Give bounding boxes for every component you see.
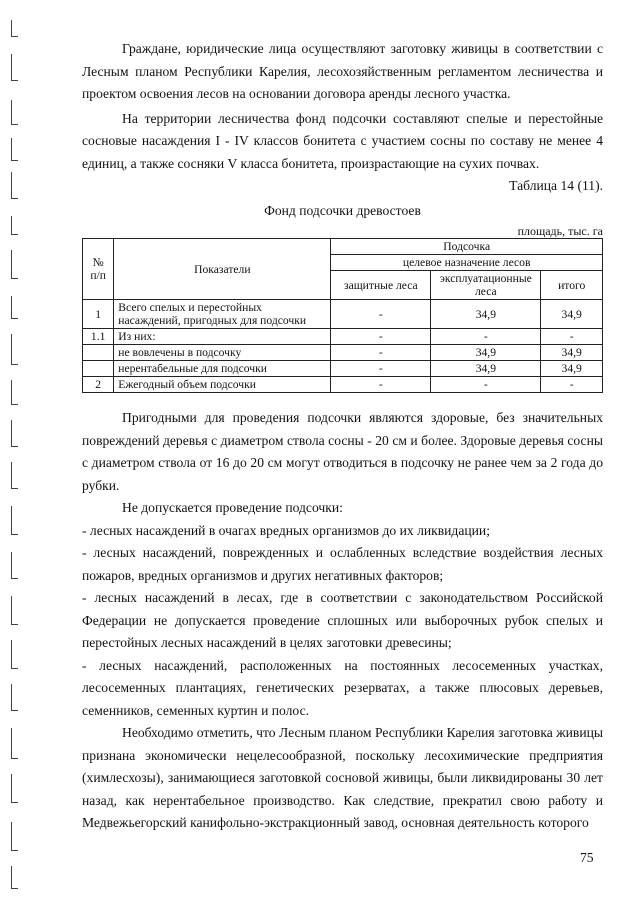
cell-indicator: Ежегодный объем подсочки	[114, 377, 331, 393]
cell-num: 2	[83, 377, 114, 393]
table-number: Таблица 14 (11).	[509, 178, 603, 193]
paragraph-resin-harvesting-basis: Граждане, юридические лица осуществляют заготовку живицы в соответствии с Лесным планом Республики Карелия, лесохозяйственным регламентом лесничества и проектом освоения лесов на основании договора аренды лесного участка.	[82, 41, 603, 101]
table-row	[83, 377, 603, 393]
header-indicator: Показатели	[114, 239, 331, 300]
cell-total: -	[541, 329, 603, 345]
cell-protective: -	[331, 377, 431, 393]
cell-num: 1	[83, 300, 114, 329]
binding-margin-marks	[0, 0, 20, 905]
header-col-total: итого	[541, 271, 603, 300]
cell-total: 34,9	[541, 300, 603, 329]
cell-protective: -	[331, 345, 431, 361]
header-subgroup: целевое назначение лесов	[331, 255, 603, 271]
paragraph-economic-note: Необходимо отметить, что Лесным планом Республики Карелия заготовка живицы признана экономически нецелесообразной, поскольку лесохимические предприятия (химлесхозы), занимающиеся заготовкой сосновой живицы, были ликвидированы 30 лет назад, как нерентабельное производство. Как следствие, прекратил свою работу и Медвежьегорский канифольно-экстракционный завод, основная деятельность которого	[82, 725, 603, 830]
table-row	[83, 300, 603, 329]
header-group: Подсочка	[331, 239, 603, 255]
table-row	[83, 361, 603, 377]
cell-total: -	[541, 377, 603, 393]
table-header-row	[83, 239, 603, 255]
paragraph-not-allowed-heading: Не допускается проведение подсочки:	[122, 500, 343, 515]
cell-protective: -	[331, 361, 431, 377]
cell-exploitation: -	[431, 377, 541, 393]
list-item: - лесных насаждений, расположенных на постоянных лесосеменных участках, лесосеменных плантациях, генетических резерватах, а также плюсовых деревьев, семенников, семенных куртин и полос.	[82, 657, 603, 718]
list-item: - лесных насаждений, поврежденных и ослабленных вследствие воздействия лесных пожаров, вредных организмов и других негативных факторов;	[82, 545, 603, 583]
cell-indicator: не вовлечены в подсочку	[114, 345, 331, 361]
cell-exploitation: 34,9	[431, 345, 541, 361]
header-col-exploitation: эксплуатационные леса	[431, 271, 541, 300]
table-row	[83, 345, 603, 361]
list-item: - лесных насаждений в лесах, где в соответствии с законодательством Российской Федерации не допускается проведение сплошных или выборочных рубок спелых и перестойных лесных насаждений в целях заготовки древесины;	[82, 590, 603, 650]
paragraph-suitable-trees: Пригодными для проведения подсочки являются здоровые, без значительных повреждений деревья с диаметром ствола сосны - 20 см и более. Здоровые деревья сосны с диаметром ствола от 16 до 20 см могут отводиться в подсочку не ранее чем за 2 года до рубки.	[82, 410, 603, 493]
list-item: - лесных насаждений в очагах вредных организмов до их ликвидации;	[82, 522, 490, 538]
table-unit: площадь, тыс. га	[517, 224, 603, 238]
cell-exploitation: 34,9	[431, 300, 541, 329]
cell-total: 34,9	[541, 345, 603, 361]
cell-indicator: Всего спелых и перестойных насаждений, пригодных для подсочки	[114, 300, 331, 329]
table-row	[83, 329, 603, 345]
cell-indicator: нерентабельные для подсочки	[114, 361, 331, 377]
cell-num	[83, 361, 114, 377]
cell-indicator: Из них:	[114, 329, 331, 345]
cell-exploitation: 34,9	[431, 361, 541, 377]
table-title: Фонд подсочки древостоев	[264, 202, 421, 218]
cell-protective: -	[331, 329, 431, 345]
cell-num: 1.1	[83, 329, 114, 345]
cell-total: 34,9	[541, 361, 603, 377]
page-number: 75	[580, 850, 594, 865]
cell-exploitation: -	[431, 329, 541, 345]
paragraph-tapping-fund: На территории лесничества фонд подсочки составляют спелые и перестойные сосновые насаждения I - IV классов бонитета с участием сосны по составу не менее 4 единиц, а также сосняки V класса бонитета, произрастающие на сухих почвах.	[82, 110, 603, 171]
document-page	[82, 38, 603, 835]
cell-num	[83, 345, 114, 361]
header-col-protective: защитные леса	[331, 271, 431, 300]
cell-protective: -	[331, 300, 431, 329]
tapping-fund-table	[82, 238, 603, 393]
header-num: № п/п	[83, 239, 114, 300]
